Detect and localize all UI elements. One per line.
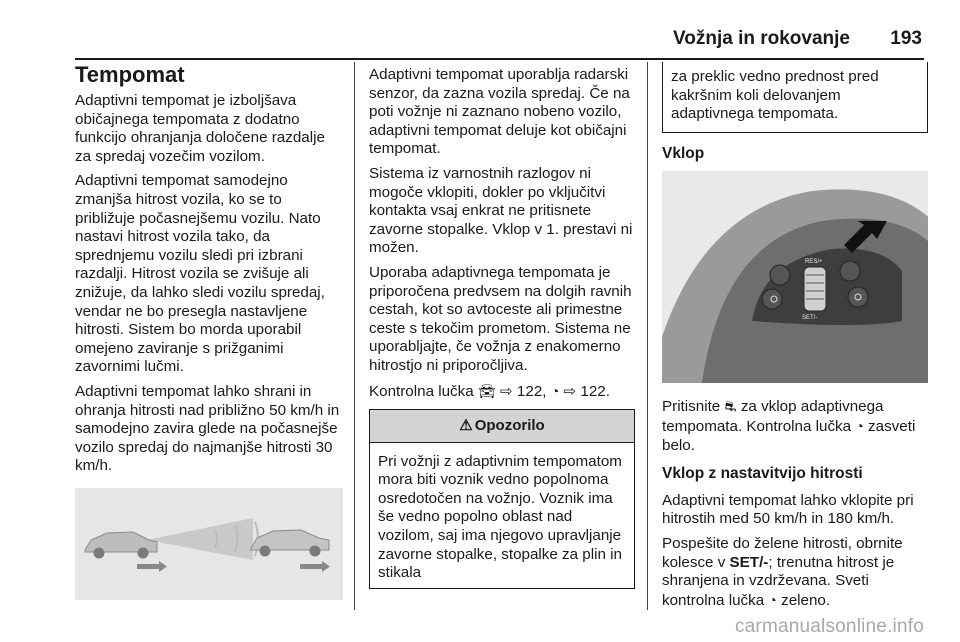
text-segment: ; trenutna hitrost je shranjena in vzdrževana. Sveti kontrolna lučka bbox=[662, 553, 895, 609]
paragraph: Adaptivni tempomat je izboljšava običajnega tempomata z dodatno funkcijo ohranjanja določene razdalje za spredaj vozečim vozilom. bbox=[75, 92, 325, 165]
text-segment: Pritisnite bbox=[662, 398, 721, 416]
warning-box bbox=[369, 409, 635, 589]
control-light-label: Kontrolna lučka bbox=[369, 382, 474, 400]
column-divider-2 bbox=[647, 62, 648, 610]
warning-box-continued: za preklic vedno prednost pred kakršnim koli delovanjem adaptivnega tempomata. bbox=[662, 62, 928, 133]
vehicle-ahead-icon: 🚘︎ bbox=[477, 382, 496, 399]
page-number: 193 bbox=[890, 28, 922, 49]
paragraph: Adaptivni tempomat lahko shrani in ohranja hitrosti nad približno 50 km/h in samodejno zavira glede na počasnejše vozilo spredaj do najmanjše hitrosti 30 km/h. bbox=[75, 382, 340, 475]
set-label: SET/- bbox=[802, 315, 818, 322]
text-segment: za vklop adaptivnega tempomata. Kontrolna lučka bbox=[662, 398, 884, 435]
res-label: RES/+ bbox=[805, 259, 823, 266]
page-reference-2[interactable]: 122. bbox=[580, 382, 610, 400]
warning-text: Pri vožnji z adaptivnim tempomatom mora biti voznik vedno popolnoma osredotočen na vožnjo. Voznik ima še vedno popolno oblast nad vozilom, saj ima njegovo upravljanje zavorne stopalke, stopalke za plin in stikala bbox=[378, 452, 622, 582]
paragraph bbox=[662, 397, 928, 455]
page-reference-icon: ⇨ bbox=[499, 382, 513, 400]
section-title: Tempomat bbox=[75, 62, 185, 87]
warning-triangle-icon: ⚠ bbox=[459, 417, 473, 435]
chapter-title: Vožnja in rokovanje bbox=[672, 28, 850, 49]
cruise-control-icon: ◔ bbox=[855, 417, 864, 434]
heading-vklop: Vklop bbox=[662, 144, 705, 162]
column-divider-1 bbox=[354, 62, 355, 610]
text-segment: zeleno. bbox=[781, 591, 831, 609]
paragraph: Sistema iz varnostnih razlogov ni mogoče vklopiti, dokler po vključitvi kontakta vsaj enkrat ne pritisnete zavorne stopalke. Vklop v 1. prestavi ni možen. bbox=[369, 164, 633, 257]
column-1 bbox=[75, 62, 343, 600]
paragraph: Adaptivni tempomat uporablja radarski senzor, da zazna vozila spredaj. Če na poti vožnje ni zaznano nobeno vozilo, adaptivni tempomat deluje kot običajni tempomat. bbox=[369, 66, 630, 158]
header-rule bbox=[75, 58, 924, 60]
text-segment: Pospešite do želene hitrosti, obrnite kolesce v bbox=[662, 534, 903, 571]
cruise-control-icon: ◔ bbox=[550, 382, 560, 399]
cruise-on-button-icon: ⛐︎ bbox=[724, 398, 737, 415]
paragraph: Uporaba adaptivnega tempomata je priporočena predvsem na dolgih ravnih cestah, kot so avtoceste ali primestne ceste s tekočim prometom. Sistema ne uporabljajte, če vožnja z enakomerno hitrostjo ni priporočljiva. bbox=[369, 263, 632, 374]
set-minus-label: SET/- bbox=[729, 553, 769, 571]
paragraph: Adaptivni tempomat lahko vklopite pri hitrostih med 50 km/h in 180 km/h. bbox=[662, 491, 914, 528]
column-2 bbox=[369, 66, 635, 589]
paragraph: Adaptivni tempomat samodejno zmanjša hitrost vozila, ko se to približuje počasnejšemu vozilu. Nato nastavi hitrost vozila tako, da sprednjemu vozilu sledi pri izbrani razdalji. Hitrost vozila se zvišuje ali znižuje, da lahko sledi vozilu spredaj, vendar ne bo presegla nastavljene hitrosti. Sistem bo morda uporabil omejeno zaviranje s prižganimi zavornimi lučmi. bbox=[75, 172, 325, 376]
steering-wheel-controls-illustration bbox=[662, 171, 928, 383]
warning-header bbox=[370, 410, 634, 443]
heading-set-speed: Vklop z nastavitvijo hitrosti bbox=[662, 465, 863, 483]
control-light-line bbox=[369, 382, 635, 402]
paragraph bbox=[662, 535, 928, 610]
watermark: carmanualsonline.info bbox=[734, 616, 924, 637]
page-header bbox=[0, 28, 960, 58]
page-reference-icon: ⇨ bbox=[563, 382, 577, 400]
radar-following-illustration bbox=[75, 488, 343, 600]
page-reference-1[interactable]: 122, bbox=[516, 382, 547, 400]
warning-title: Opozorilo bbox=[474, 417, 545, 435]
column-3 bbox=[662, 66, 928, 616]
cruise-control-icon: ◔ bbox=[768, 591, 777, 608]
text-segment: zasveti belo. bbox=[662, 417, 916, 454]
